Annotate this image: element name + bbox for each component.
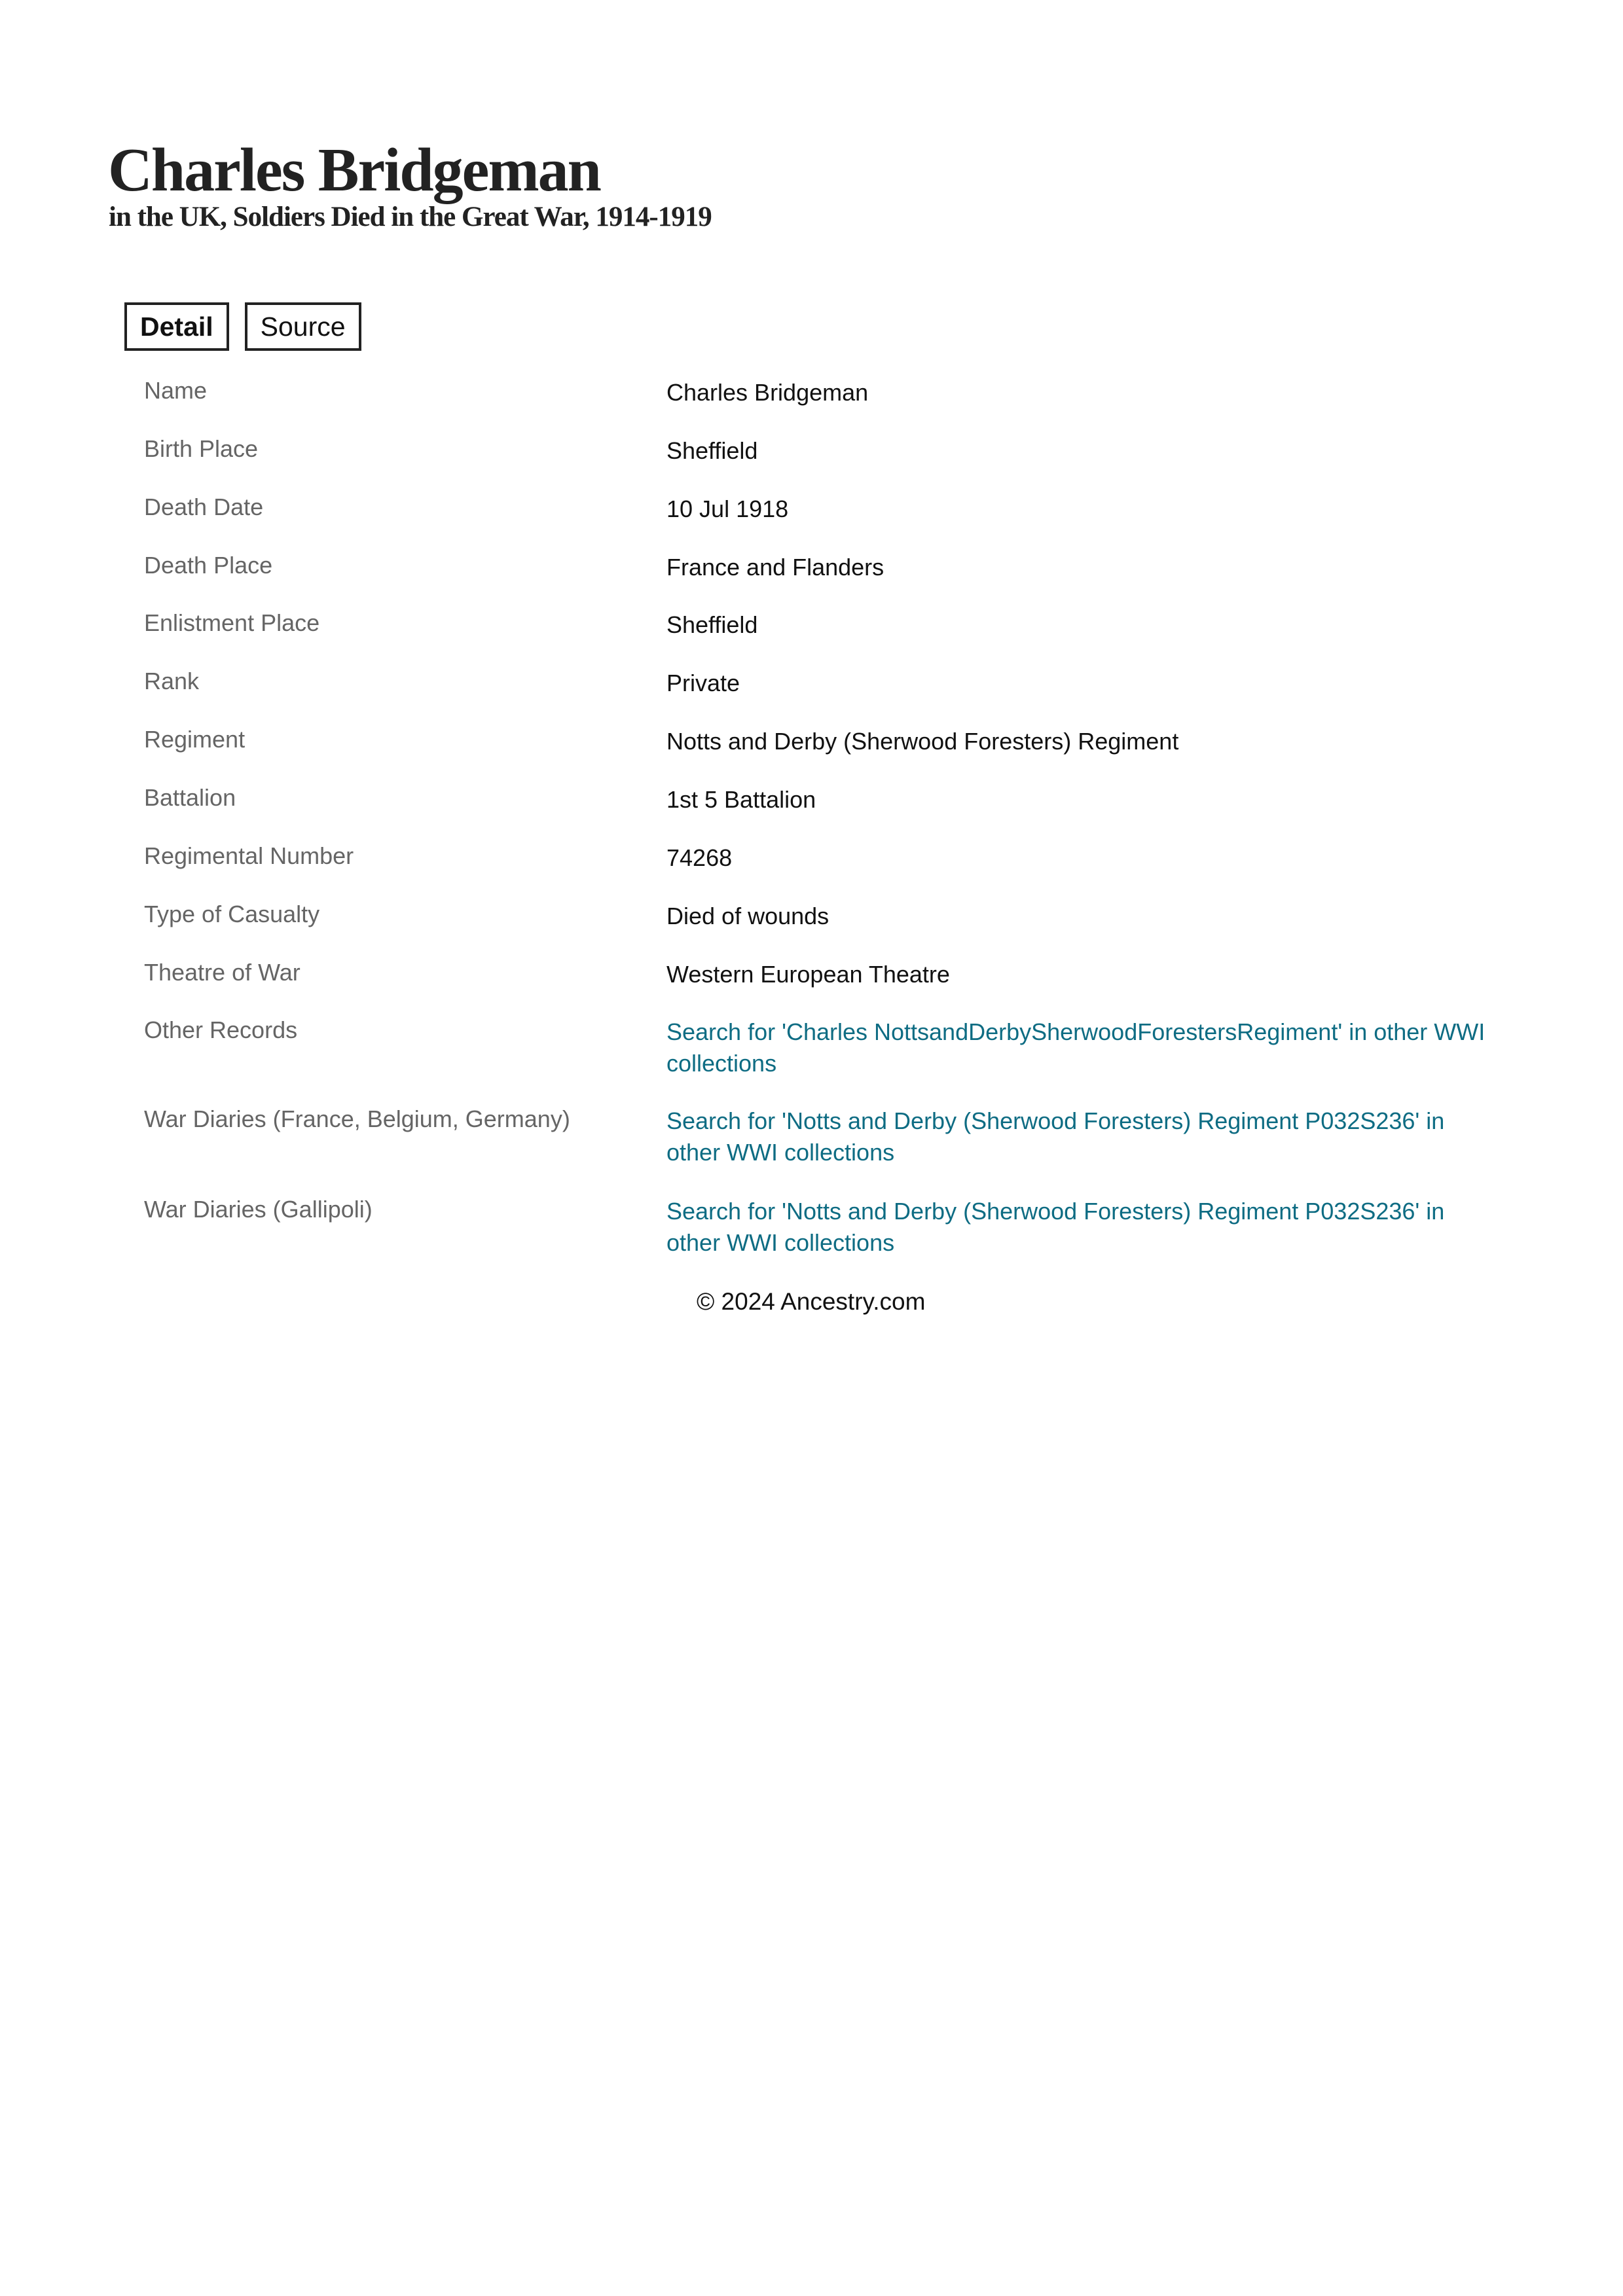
field-label-regimental-number: Regimental Number	[144, 842, 354, 869]
field-label-war-diaries-france: War Diaries (France, Belgium, Germany)	[144, 1105, 570, 1132]
field-label-name: Name	[144, 377, 208, 404]
field-value-regiment: Notts and Derby (Sherwood Foresters) Regiment	[666, 728, 1179, 755]
field-label-enlistment-place: Enlistment Place	[144, 609, 320, 636]
field-value-regimental-number: 74268	[666, 844, 733, 871]
war-diaries-gallipoli-search-link[interactable]: Search for 'Notts and Derby (Sherwood Foresters) Regiment P032S236' in other WWI collections	[666, 1198, 1445, 1256]
field-value-death-date: 10 Jul 1918	[666, 495, 789, 522]
field-label-battalion: Battalion	[144, 784, 236, 811]
field-value-theatre-of-war: Western European Theatre	[666, 961, 950, 988]
field-value-rank: Private	[666, 670, 740, 696]
tab-source[interactable]: Source	[245, 302, 361, 351]
field-label-birth-place: Birth Place	[144, 435, 259, 462]
field-label-death-place: Death Place	[144, 552, 273, 579]
copyright-footer: © 2024 Ancestry.com	[697, 1288, 926, 1315]
field-label-type-of-casualty: Type of Casualty	[144, 901, 320, 927]
tab-bar	[124, 302, 361, 351]
war-diaries-france-search-link[interactable]: Search for 'Notts and Derby (Sherwood Foresters) Regiment P032S236' in other WWI collections	[666, 1107, 1445, 1166]
tab-detail[interactable]: Detail	[124, 302, 229, 351]
field-label-theatre-of-war: Theatre of War	[144, 959, 301, 986]
field-value-name: Charles Bridgeman	[666, 379, 869, 406]
collection-subtitle: in the UK, Soldiers Died in the Great War, 1914-1919	[109, 202, 712, 232]
field-value-birth-place: Sheffield	[666, 437, 758, 464]
field-value-type-of-casualty: Died of wounds	[666, 903, 830, 929]
field-value-battalion: 1st 5 Battalion	[666, 786, 816, 813]
field-label-rank: Rank	[144, 668, 200, 694]
field-label-regiment: Regiment	[144, 726, 246, 753]
other-records-search-link[interactable]: Search for 'Charles NottsandDerbySherwoodForestersRegiment' in other WWI collections	[666, 1018, 1486, 1077]
field-label-war-diaries-gallipoli: War Diaries (Gallipoli)	[144, 1196, 373, 1223]
field-value-enlistment-place: Sheffield	[666, 611, 758, 638]
field-label-death-date: Death Date	[144, 493, 264, 520]
field-label-other-records: Other Records	[144, 1016, 298, 1043]
page-title: Charles Bridgeman	[108, 136, 600, 204]
field-value-death-place: France and Flanders	[666, 554, 884, 581]
